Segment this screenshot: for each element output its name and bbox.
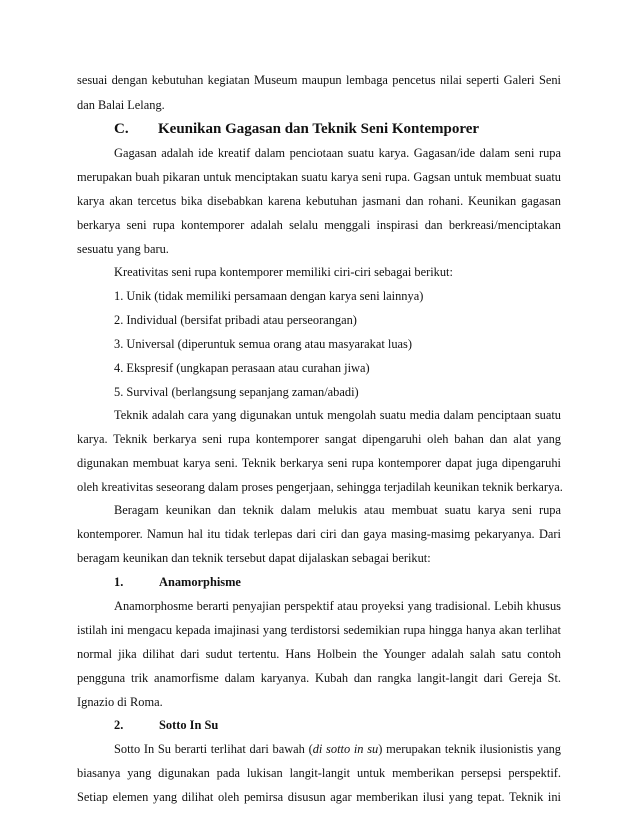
paragraph-line: berkarya seni rupa kontemporer adalah selalu menggali inspirasi dan berkreasi/menciptakan [77, 218, 561, 232]
list-item: 2. Individual (bersifat pribadi atau perseorangan) [114, 313, 357, 327]
paragraph-line: sesuatu yang baru. [77, 242, 169, 256]
text-run: Sotto In Su berarti terlihat dari bawah ( [114, 742, 313, 756]
subheading-number: 2. [114, 718, 124, 732]
paragraph-line [114, 741, 561, 757]
paragraph-line: karya akan tercetus bika disebabkan karena kebutuhan jasmani dan rohani. Keunikan gagasan [77, 194, 561, 208]
paragraph-line: Setiap elemen yang dilihat oleh pemirsa disusun agar memberikan ilusi yang tepat. Teknik ini [77, 790, 561, 804]
subheading-title: Anamorphisme [159, 575, 241, 589]
paragraph-line: Kreativitas seni rupa kontemporer memiliki ciri-ciri sebagai berikut: [114, 265, 453, 279]
emphasis-text: di sotto in su [312, 742, 379, 756]
paragraph-line: beragam keunikan dan teknik tersebut dapat dijalaskan sebagai berikut: [77, 551, 431, 565]
paragraph-line: Ignazio di Roma. [77, 695, 163, 709]
paragraph-line: dan Balai Lelang. [77, 98, 165, 112]
paragraph-line: istilah ini mengacu kepada imajinasi yang terdistorsi sedemikian rupa hingga hanya akan terlihat [77, 623, 561, 637]
list-item: 4. Ekspresif (ungkapan perasaan atau curahan jiwa) [114, 361, 370, 375]
list-item: 5. Survival (berlangsung sepanjang zaman/abadi) [114, 385, 359, 399]
paragraph-line: merupakan buah pikaran untuk menciptakan suatu karya seni rupa. Gagsan untuk membuat suatu [77, 170, 561, 184]
paragraph-line: normal jika dilihat dari sudut tertentu. Hans Holbein the Younger adalah salah satu contoh [77, 647, 561, 661]
subheading-number: 1. [114, 575, 124, 589]
paragraph-line: kontemporer. Namun hal itu tidak terlepas dari ciri dan gaya masing-masimg pekaryanya. Dari [77, 527, 561, 541]
text-run: ) merupakan teknik ilusionistis yang [378, 742, 562, 756]
list-item: 1. Unik (tidak memiliki persamaan dengan karya seni lainnya) [114, 289, 424, 303]
section-number: C. [114, 121, 129, 137]
subheading-sotto-in-su [114, 717, 218, 733]
paragraph-line: digunakan membuat karya seni. Teknik berkarya seni rupa kontemporer dapat juga dipengaruhi [77, 456, 561, 470]
paragraph-line: Beragam keunikan dan teknik dalam melukis atau membuat suatu karya seni rupa [114, 503, 561, 517]
subheading-title: Sotto In Su [159, 718, 219, 732]
paragraph-line: Teknik adalah cara yang digunakan untuk mengolah suatu media dalam penciptaan suatu [114, 408, 561, 422]
section-title: Keunikan Gagasan dan Teknik Seni Kontemporer [158, 121, 480, 137]
paragraph-line: sesuai dengan kebutuhan kegiatan Museum maupun lembaga pencetus nilai seperti Galeri Seni [77, 73, 561, 87]
list-item: 3. Universal (diperuntuk semua orang atau masyarakat luas) [114, 337, 412, 351]
subheading-anamorphisme [114, 574, 241, 590]
paragraph-line: oleh kreativitas seseorang dalam proses pengerjaan, sehingga terjadilah keunikan teknik berkarya. [77, 480, 563, 494]
section-heading-c [114, 120, 479, 138]
paragraph-line: Gagasan adalah ide kreatif dalam penciotaan suatu karya. Gagasan/ide dalam seni rupa [114, 146, 561, 160]
paragraph-line: pengguna trik anamorfisme dalam karyanya. Kubah dan rangka langit-langit dari Gereja St. [77, 671, 561, 685]
paragraph-line: biasanya yang digunakan pada lukisan langit-langit untuk memberikan persepsi perspektif. [77, 766, 561, 780]
paragraph-line: Anamorphosme berarti penyajian perspektif atau proyeksi yang tradisional. Lebih khusus [114, 599, 561, 613]
paragraph-line: karya. Teknik berkarya seni rupa kontemporer sangat dipengaruhi oleh bahan dan alat yang [77, 432, 561, 446]
